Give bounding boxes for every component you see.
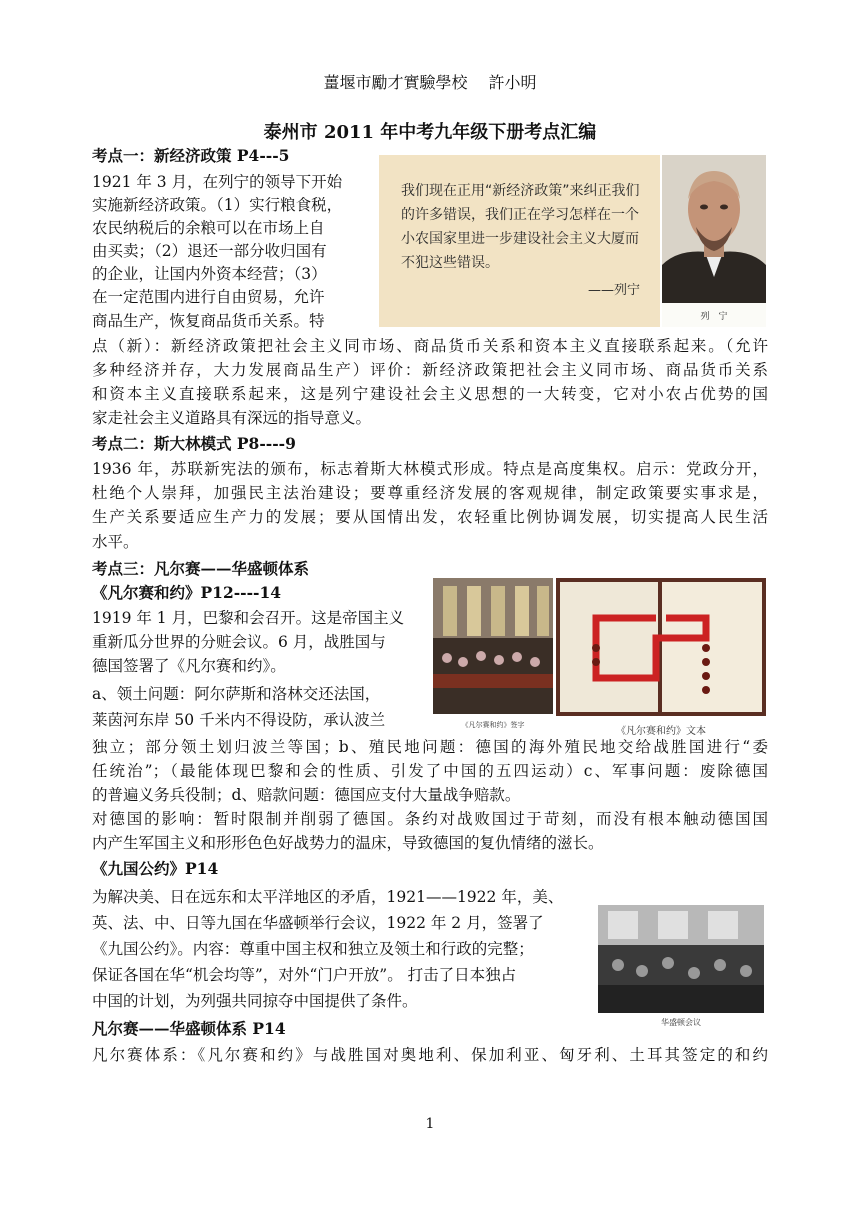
washington-conference-photo [598,905,764,1013]
text-line: 的企业，让国内外资本经营；（3） [92,265,327,283]
page-number: 1 [425,1116,435,1132]
text-line: 为解决美、日在远东和太平洋地区的矛盾，1921——1922 年，美、 [92,888,564,906]
section-heading-nep: 考点一：新经济政策 P4---5 [92,146,290,165]
subheading-nine-power-treaty: 《九国公约》P14 [92,859,219,878]
text-line: 任统治”；（最能体现巴黎和会的性质、引发了中国的五四运动）c、军事问题：废除德国 [92,762,768,780]
lenin-quote-author: ——列宁 [587,283,640,298]
text-line: 实施新经济政策。（1）实行粮食税， [92,196,343,214]
text-line: 1919 年 1 月，巴黎和会召开。这是帝国主义 [92,609,405,627]
versailles-signing-caption: 《凡尔赛和约》签字 [461,721,525,729]
text-line: 商品生产，恢复商品货币关系。特 [92,312,325,330]
section-heading-versailles-washington: 考点三：凡尔赛——华盛顿体系 [92,559,310,578]
versailles-signing-photo [433,578,553,714]
versailles-text-photo-frame [556,578,766,738]
text-line: 杜绝个人崇拜，加强民主法治建设；要尊重经济发展的客观规律，制定政策要实事求是， [92,484,768,502]
versailles-text-caption: 《凡尔赛和约》文本 [616,726,706,737]
document-title: 泰州市 2011 年中考九年级下册考点汇编 [263,122,597,143]
text-line: a、领土问题：阿尔萨斯和洛林交还法国， [92,685,381,703]
washington-conference-photo-frame [598,905,764,1030]
page-header: 薑堰市勵才實驗學校 許小明 [323,73,537,92]
text-line: 由买卖；（2）退还一部分收归国有 [92,242,327,260]
lenin-portrait-image [662,155,766,303]
subheading-versailles-treaty: 《凡尔赛和约》P12----14 [92,583,282,602]
section-heading-stalin: 考点二：斯大林模式 P8----9 [92,434,296,453]
text-line: 英、法、中、日等九国在华盛顿举行会议，1922 年 2 月，签署了 [92,914,544,932]
text-line: 水平。 [92,533,139,551]
text-line: 在一定范围内进行自由贸易，允许 [92,288,325,306]
versailles-signing-photo-frame [433,578,553,728]
washington-conference-caption: 华盛顿会议 [661,1018,701,1027]
text-line: 的普遍义务兵役制；d、赔款问题：德国应支付大量战争赔款。 [92,786,521,804]
text-line: 内产生军国主义和形形色色好战势力的温床，导致德国的复仇情绪的滋长。 [92,834,604,852]
lenin-portrait-frame [662,155,766,327]
subheading-versailles-washington-system: 凡尔赛——华盛顿体系 P14 [92,1019,286,1038]
text-line: 中国的计划，为列强共同掠夺中国提供了条件。 [92,992,418,1010]
text-line: 家走社会主义道路具有深远的指导意义。 [92,409,372,427]
text-line: 德国签署了《凡尔赛和约》。 [92,657,286,675]
text-line: 多种经济并存，大力发展商品生产）评价：新经济政策把社会主义同市场、商品货币关系 [92,361,768,379]
text-line: 保证各国在华“机会均等”，对外“门户开放”。 打击了日本独占 [92,966,517,984]
text-line: 和资本主义直接联系起来，这是列宁建设社会主义思想的一大转变，它对小农占优势的国 [92,385,768,403]
text-line: 独立；部分领土划归波兰等国；b、殖民地问题：德国的海外殖民地交给战胜国进行“委 [92,738,768,756]
text-line: 1921 年 3 月，在列宁的领导下开始 [92,173,343,191]
lenin-quote-text: 我们现在正用“新经济政策”来纠正我们的许多错误，我们正在学习怎样在一个小农国家里进一步建设社会主义大厦而不犯这些错误。 [401,183,640,271]
lenin-portrait-caption: 列 宁 [700,312,728,322]
text-line: 点（新）：新经济政策把社会主义同市场、商品货币关系和资本主义直接联系起来。（允许 [92,337,768,355]
text-line: 莱茵河东岸 50 千米内不得设防，承认波兰 [92,711,386,729]
text-line: 1936 年，苏联新宪法的颁布，标志着斯大林模式形成。特点是高度集权。启示：党政分开， [92,460,768,478]
text-line: 农民纳税后的余粮可以在市场上自 [92,219,325,237]
text-line: 重新瓜分世界的分赃会议。6 月，战胜国与 [92,633,386,651]
lenin-quote-box [379,155,660,327]
text-line: 生产关系要适应生产力的发展；要从国情出发，农轻重比例协调发展，切实提高人民生活 [92,508,768,526]
text-line: 凡尔赛体系：《凡尔赛和约》与战胜国对奥地利、保加利亚、匈牙利、土耳其签定的和约 [92,1046,768,1064]
text-line: 《九国公约》。内容：尊重中国主权和独立及领土和行政的完整； [92,940,534,958]
text-line: 对德国的影响：暂时限制并削弱了德国。条约对战败国过于苛刻，而没有根本触动德国国 [92,810,768,828]
versailles-treaty-document-photo [556,578,766,716]
